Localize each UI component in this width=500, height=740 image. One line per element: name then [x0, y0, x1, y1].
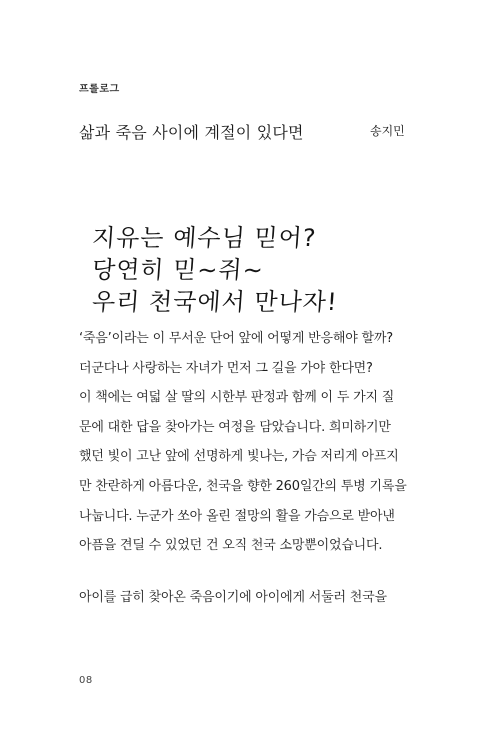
- handwritten-line: 우리 천국에서 만나자!: [91, 288, 339, 316]
- chapter-title: 삶과 죽음 사이에 계절이 있다면: [79, 123, 304, 142]
- body-line: 문에 대한 답을 찾아가는 여정을 담았습니다. 희미하기만: [79, 419, 391, 435]
- body-line: 아이를 급히 찾아온 죽음이기에 아이에게 서둘러 천국을: [79, 589, 387, 605]
- author-name: 송지민: [370, 124, 405, 138]
- body-line: 만 찬란하게 아름다운, 천국을 향한 260일간의 투병 기록을: [79, 478, 407, 494]
- body-line: 아픔을 견딜 수 있었던 건 오직 천국 소망뿐이었습니다.: [79, 538, 383, 554]
- body-line: 더군다나 사랑하는 자녀가 먼저 그 길을 가야 한다면?: [79, 360, 373, 376]
- body-line: 이 책에는 여덟 살 딸의 시한부 판정과 함께 이 두 가지 질: [79, 390, 395, 406]
- paragraph-spacer: [79, 561, 424, 583]
- handwritten-note: [92, 222, 432, 318]
- body-paragraph: [79, 324, 424, 612]
- handwritten-line: 당연히 믿~쥐~: [91, 256, 265, 284]
- handwritten-line: 지유는 예수님 믿어?: [91, 224, 318, 252]
- page-number: 08: [79, 675, 93, 686]
- body-line: 나눕니다. 누군가 쏘아 올린 절망의 활을 가슴으로 받아낸: [79, 508, 395, 524]
- body-line: 했던 빛이 고난 앞에 선명하게 빛나는, 가슴 저리게 아프지: [79, 449, 399, 465]
- section-label: 프롤로그: [79, 84, 120, 95]
- body-line: ‘죽음’이라는 이 무서운 단어 앞에 어떻게 반응해야 할까?: [79, 331, 393, 346]
